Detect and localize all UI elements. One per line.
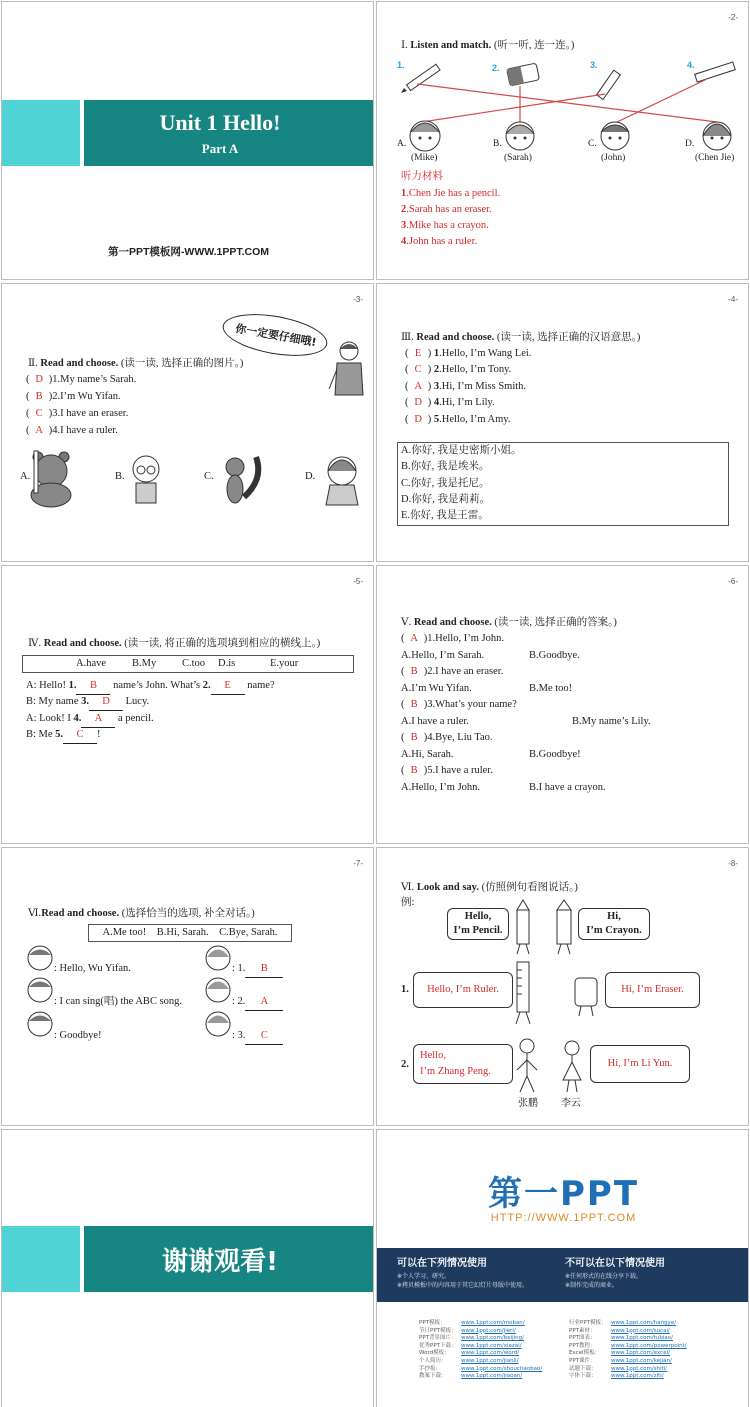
option: A.have	[76, 658, 107, 669]
question-row: ( E ) 1.Hello, I’m Wang Lei.	[405, 348, 532, 359]
cannot-use-title: 不可以在以下情况使用	[565, 1258, 665, 1269]
picture-label: C.	[204, 471, 214, 482]
cannot-use-item: ※制作完成的商业。	[565, 1282, 619, 1289]
choice-a: A.Hello, I’m Sarah.	[401, 650, 485, 661]
dialogue-right: : 3. C	[232, 1028, 283, 1045]
dialogue-line: B: Me 5. C !	[26, 727, 101, 744]
material-line: 3.Mike has a crayon.	[401, 220, 489, 231]
section-heading: Ⅰ. Listen and match. (听一听, 连一连。)	[401, 40, 575, 51]
choice-a: A.I have a ruler.	[401, 716, 469, 727]
dialogue-line: A: Look! I 4. A a pencil.	[26, 711, 154, 728]
section-heading: Ⅵ. Look and say. (仿照例句看图说话。)	[401, 882, 578, 893]
choice-b: B.I have a crayon.	[529, 782, 606, 793]
boy-avatar-icon	[28, 946, 52, 970]
answer-pictures	[2, 449, 374, 509]
question-row: ( B )2.I’m Wu Yifan.	[26, 391, 121, 402]
link-row: PPT图表： www.1ppt.com/tubiao/	[569, 1335, 673, 1342]
link-row: 行业PPT模板： www.1ppt.com/hangye/	[569, 1320, 677, 1326]
choice-a: A.Hello, I’m John.	[401, 782, 481, 793]
question-row: ( C ) 2.Hello, I’m Tony.	[405, 364, 512, 375]
boy-avatar-icon	[28, 1012, 52, 1036]
link-row: 个人简历： www.1ppt.com/jianli/	[419, 1357, 519, 1364]
question-row: ( B )4.Bye, Liu Tao.	[401, 732, 493, 743]
kid-chenjie-icon	[703, 122, 731, 150]
dialogue-left: : Hello, Wu Yifan.	[54, 963, 131, 974]
kid-letter: B.	[493, 139, 502, 149]
figure-name: 李云	[561, 1098, 581, 1109]
section-heading: Ⅵ.Read and choose. (选择恰当的选项, 补全对话。)	[28, 908, 255, 919]
answer-bubble-liyun: Hi, I’m Li Yun.	[590, 1045, 690, 1083]
material-title: 听力材料	[401, 171, 443, 182]
link-row: 教案下载： www.1ppt.com/jiaoan/	[419, 1373, 523, 1380]
section-heading: Ⅳ. Read and choose. (读一读, 将正确的选项填到相应的横线上。)	[28, 638, 321, 649]
links-left	[419, 1320, 569, 1381]
choice-b: B.Goodbye!	[529, 749, 581, 760]
section-heading: Ⅴ. Read and choose. (读一读, 选择正确的答案。)	[401, 617, 617, 628]
material-line: 2.Sarah has an eraser.	[401, 204, 492, 215]
link-row: 手抄报： www.1ppt.com/shouchaobao/	[419, 1365, 543, 1372]
kid-mike-icon	[410, 121, 440, 151]
material-line: 1.Chen Jie has a pencil.	[401, 188, 501, 199]
option-line: B.你好, 我是埃米。	[401, 461, 490, 472]
link-row: PPT素材： www.1ppt.com/sucai/	[569, 1327, 670, 1334]
page-number: -7-	[353, 859, 363, 868]
ruler-character-icon	[516, 962, 530, 1024]
link-row: PPT教程： www.1ppt.com/powerpoint/	[569, 1342, 687, 1349]
link-row: 优秀PPT下载： www.1ppt.com/xiazai/	[419, 1342, 522, 1349]
section-heading: Ⅲ. Read and choose. (读一读, 选择正确的汉语意思。)	[401, 332, 641, 343]
choice-b: B.Me too!	[529, 683, 573, 694]
look-say-figures	[377, 898, 749, 1126]
kid-name: (Chen Jie)	[695, 153, 735, 163]
kid-letter: A.	[397, 139, 407, 149]
option-line: C.你好, 我是托尼。	[401, 478, 490, 489]
link-row: Excel模板： www.1ppt.com/excel/	[569, 1350, 670, 1357]
page-number: -5-	[353, 577, 363, 586]
item-number: 3.	[590, 60, 598, 70]
slide-brand[interactable]	[376, 1129, 749, 1407]
title-band-left	[2, 100, 80, 166]
slide-read-choose-pictures[interactable]	[1, 283, 374, 562]
boy-glasses-icon	[133, 456, 159, 503]
link-row: 字体下载： www.1ppt.com/ziti/	[569, 1373, 664, 1380]
slide-thanks[interactable]	[1, 1129, 374, 1407]
question-row: ( D )1.My name’s Sarah.	[26, 374, 137, 385]
question-row: ( B )2.I have an eraser.	[401, 666, 504, 677]
reminder-text: 你一定要仔细哦!	[234, 321, 318, 350]
option-line: D.你好, 我是莉莉。	[401, 494, 490, 505]
dialogue-line: A: Hello! 1. B name’s John. What’s 2. E name?	[26, 678, 275, 695]
dialogue-right: : 1. B	[232, 961, 283, 978]
material-line: 4.John has a ruler.	[401, 236, 478, 247]
option-line: A.你好, 我是史密斯小姐。	[401, 445, 522, 456]
eraser-character-icon	[575, 978, 597, 1016]
page-number: -4-	[728, 295, 738, 304]
kid-letter: D.	[685, 139, 695, 149]
picture-label: D.	[305, 471, 316, 482]
picture-label: A.	[20, 471, 31, 482]
item-number: 2.	[492, 63, 500, 73]
kid-sarah-icon	[506, 122, 534, 150]
item-number: 2.	[401, 1059, 409, 1070]
page-number: -2-	[728, 13, 738, 22]
example-label: 例:	[401, 897, 415, 908]
boy-stick-figure-icon	[517, 1039, 537, 1092]
girl-avatar-icon	[206, 978, 230, 1002]
slide-complete-dialogue[interactable]	[1, 847, 374, 1126]
question-row: ( D ) 5.Hello, I’m Amy.	[405, 414, 511, 425]
item-number: 1.	[397, 60, 405, 70]
question-row: ( A )4.I have a ruler.	[26, 425, 118, 436]
option-line: E.你好, 我是王雷。	[401, 510, 489, 521]
example-bubble-right: Hi, I’m Crayon.	[578, 908, 650, 940]
boy-avatar-icon	[28, 978, 52, 1002]
question-row: ( B )5.I have a ruler.	[401, 765, 493, 776]
option: C.too	[182, 658, 206, 669]
girl-stick-figure-icon	[563, 1041, 581, 1092]
link-row: PPT课件： www.1ppt.com/kejian/	[569, 1357, 672, 1364]
can-use-item: ※个人学习、研究。	[397, 1273, 451, 1280]
choice-b: B.Goodbye.	[529, 650, 580, 661]
ruler-icon	[695, 62, 736, 82]
section-heading: Ⅱ. Read and choose. (读一读, 选择正确的图片。)	[28, 358, 244, 369]
page-number: -3-	[353, 295, 363, 304]
dialogue-left: : Goodbye!	[54, 1030, 102, 1041]
question-row: ( C )3.I have an eraser.	[26, 408, 129, 419]
thanks-band-left	[2, 1226, 80, 1292]
logo-text: 第一PPT	[487, 1174, 640, 1214]
link-row: 节日PPT模板： www.1ppt.com/jieri/	[419, 1327, 516, 1334]
answer-bubble-zhangpeng: Hello, I’m Zhang Peng.	[413, 1044, 513, 1084]
girl-avatar-icon	[206, 1012, 230, 1036]
slide-listen-match[interactable]	[376, 1, 749, 280]
option: B.My	[132, 658, 157, 669]
kid-letter: C.	[588, 139, 597, 149]
links-right	[569, 1320, 739, 1381]
question-row: ( A )1.Hello, I’m John.	[401, 633, 504, 644]
link-row: Word模板： www.1ppt.com/word/	[419, 1350, 520, 1357]
squirrel-icon	[226, 457, 258, 503]
can-use-title: 可以在下列情况使用	[397, 1258, 487, 1269]
eraser-icon	[507, 63, 540, 86]
brand-text: 第一PPT模板网-WWW.1PPT.COM	[108, 246, 269, 258]
option: D.is	[218, 658, 236, 669]
item-number: 1.	[401, 984, 409, 995]
link-row: 试题下载： www.1ppt.com/shiti/	[569, 1365, 668, 1372]
bear-icon	[31, 451, 71, 507]
slide-title[interactable]	[1, 1, 374, 280]
slide-fill-blanks[interactable]	[1, 565, 374, 844]
example-bubble-left: Hello, I’m Pencil.	[447, 908, 509, 940]
question-row: ( A ) 3.Hi, I’m Miss Smith.	[405, 381, 527, 392]
girl-avatar-icon	[206, 946, 230, 970]
slide-read-choose-chinese[interactable]	[376, 283, 749, 562]
page-number: -8-	[728, 859, 738, 868]
can-use-item: ※拷贝模板中的内容用于其它幻灯片母版中使用。	[397, 1282, 529, 1289]
unit-title: Unit 1 Hello!	[159, 110, 281, 135]
kid-name: (Mike)	[411, 153, 438, 163]
teacher-icon	[327, 339, 367, 399]
kid-name: (Sarah)	[504, 153, 532, 163]
item-number: 4.	[687, 60, 695, 70]
kid-name: (John)	[601, 153, 626, 163]
answer-bubble-eraser: Hi, I’m Eraser.	[605, 972, 700, 1008]
options-box: A.Me too! B.Hi, Sarah. C.Bye, Sarah.	[88, 924, 292, 942]
question-row: ( B )3.What’s your name?	[401, 699, 517, 710]
choice-a: A.Hi, Sarah.	[401, 749, 454, 760]
slide-look-and-say[interactable]	[376, 847, 749, 1126]
kid-john-icon	[601, 122, 629, 150]
link-row: PPT背景图片： www.1ppt.com/beijing/	[419, 1335, 525, 1342]
option: E.your	[270, 658, 299, 669]
thanks-text: 谢谢观看!	[162, 1247, 278, 1277]
figure-name: 张鹏	[518, 1098, 538, 1109]
girl-icon	[326, 457, 358, 505]
link-row: PPT模板： www.1ppt.com/moban/	[419, 1320, 525, 1326]
part-title: Part A	[201, 141, 239, 156]
pencil-character-icon	[517, 900, 529, 954]
answer-bubble-ruler: Hello, I’m Ruler.	[413, 972, 513, 1008]
dialogue-right: : 2. A	[232, 994, 283, 1011]
question-row: ( D ) 4.Hi, I’m Lily.	[405, 397, 495, 408]
choice-a: A.I’m Wu Yifan.	[401, 683, 472, 694]
dialogue-line: B: My name 3. D Lucy.	[26, 694, 149, 711]
logo-url[interactable]: HTTP://WWW.1PPT.COM	[490, 1212, 637, 1224]
pencil-icon	[401, 64, 440, 93]
crayon-character-icon	[557, 900, 571, 954]
slide-choose-answers[interactable]	[376, 565, 749, 844]
choice-b: B.My name’s Lily.	[572, 716, 651, 727]
picture-label: B.	[115, 471, 125, 482]
cannot-use-item: ※任何形式的在线分享下载。	[565, 1273, 643, 1280]
dialogue-left: : I can sing(唱) the ABC song.	[54, 996, 183, 1007]
page-number: -6-	[728, 577, 738, 586]
